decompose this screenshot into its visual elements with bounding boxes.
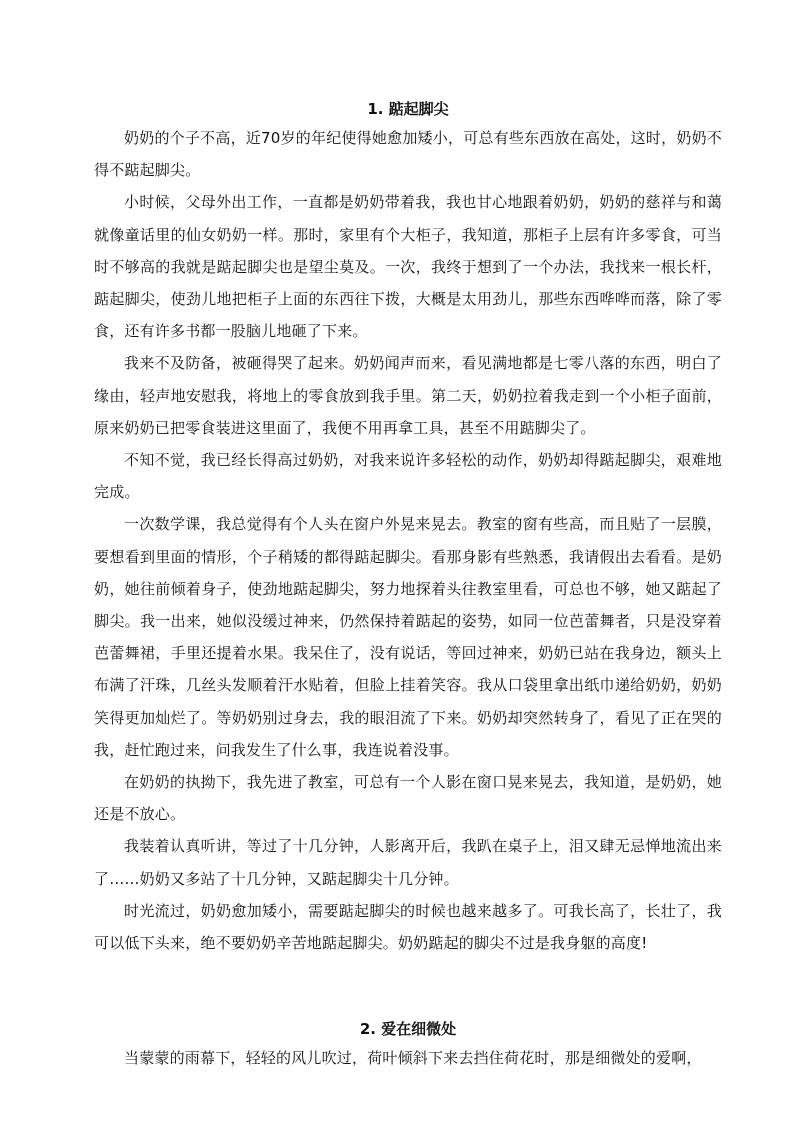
paragraph: 不知不觉，我已经长得高过奶奶，对我来说许多轻松的动作，奶奶却得踮起脚尖，艰难地完成。 (94, 451, 722, 502)
paragraph: 小时候，父母外出工作，一直都是奶奶带着我，我也甘心地跟着奶奶，奶奶的慈祥与和蔼就像童话里的仙女奶奶一样。那时，家里有个大柜子，我知道，那柜子上层有许多零食，可当时不够高的我就是踮起脚尖也是望尘莫及。一次，我终于想到了一个办法，我找来一根长杆，踮起脚尖，使劲儿地把柜子上面的东西往下拨，大概是太用劲儿，那些东西哗哗而落，除了零食，还有许多书都一股脑儿地砸了下来。 (94, 193, 722, 341)
paragraph: 我装着认真听讲，等过了十几分钟，人影离开后，我趴在桌子上，泪又肆无忌惮地流出来了……奶奶又多站了十几分钟，又踮起脚尖十几分钟。 (94, 837, 722, 888)
paragraph: 当蒙蒙的雨幕下，轻轻的风儿吹过，荷叶倾斜下来去挡住荷花时，那是细微处的爱啊， (124, 1049, 702, 1068)
paragraph: 奶奶的个子不高，近70岁的年纪使得她愈加矮小，可总有些东西放在高处，这时，奶奶不得不踮起脚尖。 (94, 129, 722, 180)
section-title-2: 2. 爱在细微处 (359, 1020, 457, 1039)
section-title-1: 1. 踮起脚尖 (367, 100, 449, 118)
paragraph: 一次数学课，我总觉得有个人头在窗户外晃来晃去。教室的窗有些高，而且贴了一层膜，要想看到里面的情形，个子稍矮的都得踮起脚尖。看那身影有些熟悉，我请假出去看看。是奶奶，她往前倾着身子，使劲地踮起脚尖，努力地探着头往教室里看，可总也不够，她又踮起了脚尖。我一出来，她似没缓过神来，仍然保持着踮起的姿势，如同一位芭蕾舞者，只是没穿着芭蕾舞裙，手里还提着水果。我呆住了，没有说话，等回过神来，奶奶已站在我身边，额头上布满了汗珠，几丝头发顺着汗水贴着，但脸上挂着笑容。我从口袋里拿出纸巾递给奶奶，奶奶笑得更加灿烂了。等奶奶别过身去，我的眼泪流了下来。奶奶却突然转身了，看见了正在哭的我，赶忙跑过来，问我发生了什么事，我连说着没事。 (94, 515, 722, 759)
document-page (94, 96, 722, 1074)
paragraph: 我来不及防备，被砸得哭了起来。奶奶闻声而来，看见满地都是七零八落的东西，明白了缘由，轻声地安慰我，将地上的零食放到我手里。第二天，奶奶拉着我走到一个小柜子面前，原来奶奶已把零食装进这里面了，我便不用再拿工具，甚至不用踮脚尖了。 (94, 354, 722, 437)
paragraph: 时光流过，奶奶愈加矮小，需要踮起脚尖的时候也越来越多了。可我长高了，长壮了，我可以低下头来，绝不要奶奶辛苦地踮起脚尖。奶奶踮起的脚尖不过是我身躯的高度! (94, 901, 722, 953)
paragraph: 在奶奶的执拗下，我先进了教室，可总有一个人影在窗口晃来晃去，我知道，是奶奶，她还是不放心。 (94, 773, 722, 824)
